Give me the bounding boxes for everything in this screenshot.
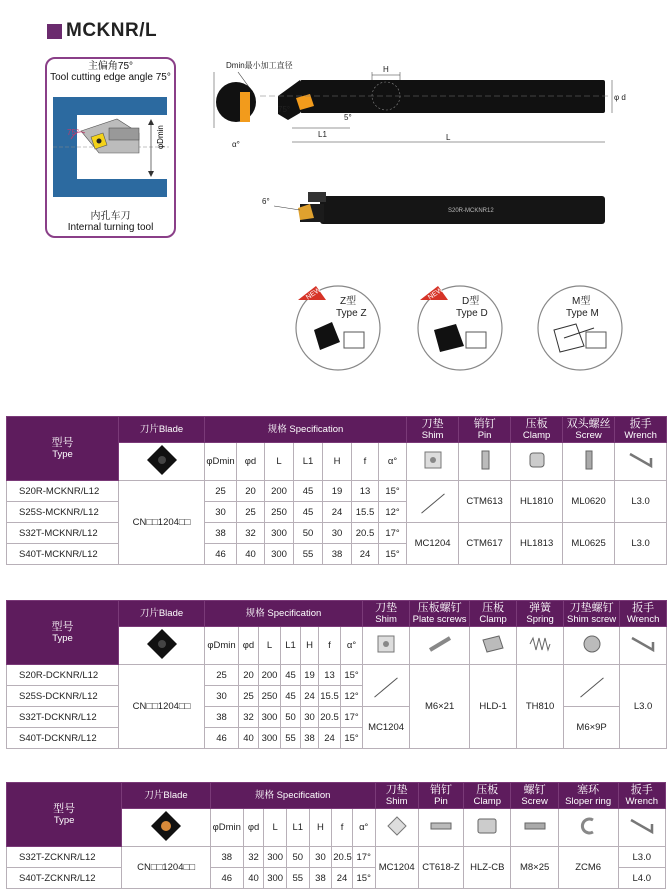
spec-label-h: H: [323, 443, 352, 481]
wrench-image: [620, 627, 667, 665]
l1-label: L1: [318, 130, 327, 139]
insert-image: [119, 443, 205, 481]
col-clamp: 压板 Clamp: [464, 783, 511, 809]
caption-bottom-cn: 内孔车刀: [90, 211, 131, 222]
col-pin: 销钉 Pin: [459, 417, 511, 443]
col-blade: 刀片Blade: [119, 417, 205, 443]
spec-label-h: H: [301, 627, 319, 665]
spec-label-dmin: φDmin: [205, 627, 239, 665]
spec-label-f: f: [319, 627, 341, 665]
screw-image: [511, 809, 558, 847]
blade-code: CN□□1204□□: [122, 847, 211, 889]
col-type: 型号 Type: [7, 417, 119, 481]
badge-d-new: NEW: [427, 286, 445, 302]
badge-d-en: Type D: [456, 308, 488, 319]
col-spring: 弹簧 Spring: [517, 601, 564, 627]
badge-z-new-cn: 新: [310, 301, 317, 308]
shim-image: [375, 809, 418, 847]
table-row: S32T-MCKNR/L12 38 32 300 50 30 20.5 17° MC1204 CTM617 HL1813 ML0625 L3.0: [7, 523, 667, 544]
spec-label-f: f: [352, 443, 379, 481]
table-row: S20R-DCKNR/L12 CN□□1204□□ 25 20 200 45 19 13 15° M6×21 HLD-1 TH810 L3.0: [7, 665, 667, 686]
clamp-image: [511, 443, 563, 481]
page-title: [47, 20, 157, 42]
spec-label-l1: L1: [294, 443, 323, 481]
angle-5-label: 5°: [344, 113, 352, 122]
spring-image: [517, 627, 564, 665]
plate-screw-image: [410, 627, 470, 665]
spec-label-d: φd: [237, 443, 265, 481]
wrench-image: [615, 443, 667, 481]
pin-image: [418, 809, 463, 847]
angle-75-label: 75°: [278, 105, 291, 114]
title-marker: [47, 24, 62, 39]
spec-label-f: f: [332, 809, 353, 847]
col-pin: 销钉 Pin: [418, 783, 463, 809]
table-row: S20R-MCKNR/L12 CN□□1204□□ 25 20 200 45 19 13 15° CTM613 HL1810 ML0620 L3.0: [7, 481, 667, 502]
col-blade: 刀片Blade: [122, 783, 211, 809]
blade-code: CN□□1204□□: [119, 481, 205, 565]
col-blade: 刀片Blade: [119, 601, 205, 627]
shim-image: [363, 627, 410, 665]
badge-z-new: NEW: [305, 286, 323, 302]
cutting-angle-figure: [45, 57, 176, 238]
spec-label-d: φd: [239, 627, 259, 665]
spec-label-l: L: [264, 809, 287, 847]
col-type: 型号 Type: [7, 601, 119, 665]
spec-label-l1: L1: [281, 627, 301, 665]
table-row: S40T-ZCKNR/L12 46 40 300 55 38 24 15° L4.0: [7, 868, 666, 889]
alpha-label: α°: [232, 140, 240, 149]
spec-label-l: L: [259, 627, 281, 665]
insert-image: [119, 627, 205, 665]
screw-image: [563, 443, 615, 481]
clamp-image: [464, 809, 511, 847]
dmin-annotation: Dmin最小加工直径: [226, 61, 293, 70]
col-spec: 规格 Specification: [210, 783, 375, 809]
shim-none: [363, 665, 410, 707]
clamp-image: [470, 627, 517, 665]
col-plate-screws: 压板螺钉 Plate screws: [410, 601, 470, 627]
col-sloper-ring: 塞环 Sloper ring: [558, 783, 618, 809]
angle-6-label: 6°: [262, 197, 270, 206]
spec-table-zcknr: [6, 782, 666, 889]
badge-m-en: Type M: [566, 308, 599, 319]
table-row: S25S-MCKNR/L12 30 25 250 45 24 15.5 12°: [7, 502, 667, 523]
table-row: S32T-DCKNR/L12 38 32 300 50 30 20.5 17° MC1204 M6×9P: [7, 707, 667, 728]
spec-label-alpha: α°: [352, 809, 375, 847]
col-screw: 螺钉 Screw: [511, 783, 558, 809]
bar-engraving: S20R-MCKNR12: [448, 208, 494, 214]
col-spec: 规格 Specification: [205, 601, 363, 627]
angle-label: 75°: [67, 128, 80, 137]
spec-table-mcknr: [6, 416, 666, 565]
badge-z-cn: Z型: [340, 296, 357, 307]
h-label: H: [383, 65, 389, 74]
badge-z-en: Type Z: [336, 308, 367, 319]
figure-caption-top: [47, 59, 174, 83]
col-shim-screw: 刀垫螺钉 Shim screw: [564, 601, 620, 627]
wrench-image: [618, 809, 666, 847]
spec-label-alpha: α°: [379, 443, 407, 481]
col-wrench: 扳手 Wrench: [618, 783, 666, 809]
caption-top-cn: 主偏角75°: [87, 61, 134, 72]
sloper-ring-image: [558, 809, 618, 847]
clamp-type-badges: [280, 280, 640, 375]
col-spec: 规格 Specification: [205, 417, 407, 443]
spec-label-d: φd: [243, 809, 264, 847]
insert-image: [122, 809, 211, 847]
shim-image: [407, 443, 459, 481]
shim-none: [407, 481, 459, 523]
col-shim: 刀垫 Shim: [375, 783, 418, 809]
figure-caption-bottom: [47, 211, 174, 233]
badge-d-new-cn: 新: [432, 301, 439, 308]
table-row: S32T-ZCKNR/L12 CN□□1204□□ 38 32 300 50 30 20.5 17° MC1204 CT618-Z HLZ-CB M8×25 ZCM6 L3.0: [7, 847, 666, 868]
col-clamp: 压板 Clamp: [470, 601, 517, 627]
caption-bottom-en: Internal turning tool: [67, 222, 154, 233]
spec-label-l1: L1: [286, 809, 309, 847]
col-wrench: 扳手 Wrench: [620, 601, 667, 627]
table-row: S40T-DCKNR/L12 46 40 300 55 38 24 15°: [7, 728, 667, 749]
spec-label-dmin: φDmin: [205, 443, 237, 481]
dmin-label: φDmin: [156, 125, 165, 149]
shim-screw-image: [564, 627, 620, 665]
shim-screw-none: [564, 665, 620, 707]
l-label: L: [446, 133, 451, 142]
title-text: MCKNR/L: [66, 20, 158, 41]
col-screw: 双头螺丝 Screw: [563, 417, 615, 443]
table-row: S25S-DCKNR/L12 30 25 250 45 24 15.5 12°: [7, 686, 667, 707]
badge-d-cn: D型: [462, 296, 480, 307]
col-shim: 刀垫 Shim: [363, 601, 410, 627]
tool-bar-drawing: [200, 58, 640, 268]
spec-label-l: L: [265, 443, 294, 481]
col-wrench: 扳手 Wrench: [615, 417, 667, 443]
blade-code: CN□□1204□□: [119, 665, 205, 749]
col-type: 型号 Type: [7, 783, 122, 847]
table-row: S40T-MCKNR/L12 46 40 300 55 38 24 15°: [7, 544, 667, 565]
phi-d-label: φ d: [614, 93, 626, 102]
spec-label-alpha: α°: [341, 627, 363, 665]
col-shim: 刀垫 Shim: [407, 417, 459, 443]
pin-image: [459, 443, 511, 481]
caption-top-en: Tool cutting edge angle 75°: [50, 72, 171, 83]
spec-label-h: H: [309, 809, 332, 847]
badge-m-cn: M型: [572, 296, 591, 307]
spec-table-dcknr: [6, 600, 666, 749]
col-clamp: 压板 Clamp: [511, 417, 563, 443]
spec-label-dmin: φDmin: [210, 809, 243, 847]
bore-illustration: [47, 83, 174, 213]
